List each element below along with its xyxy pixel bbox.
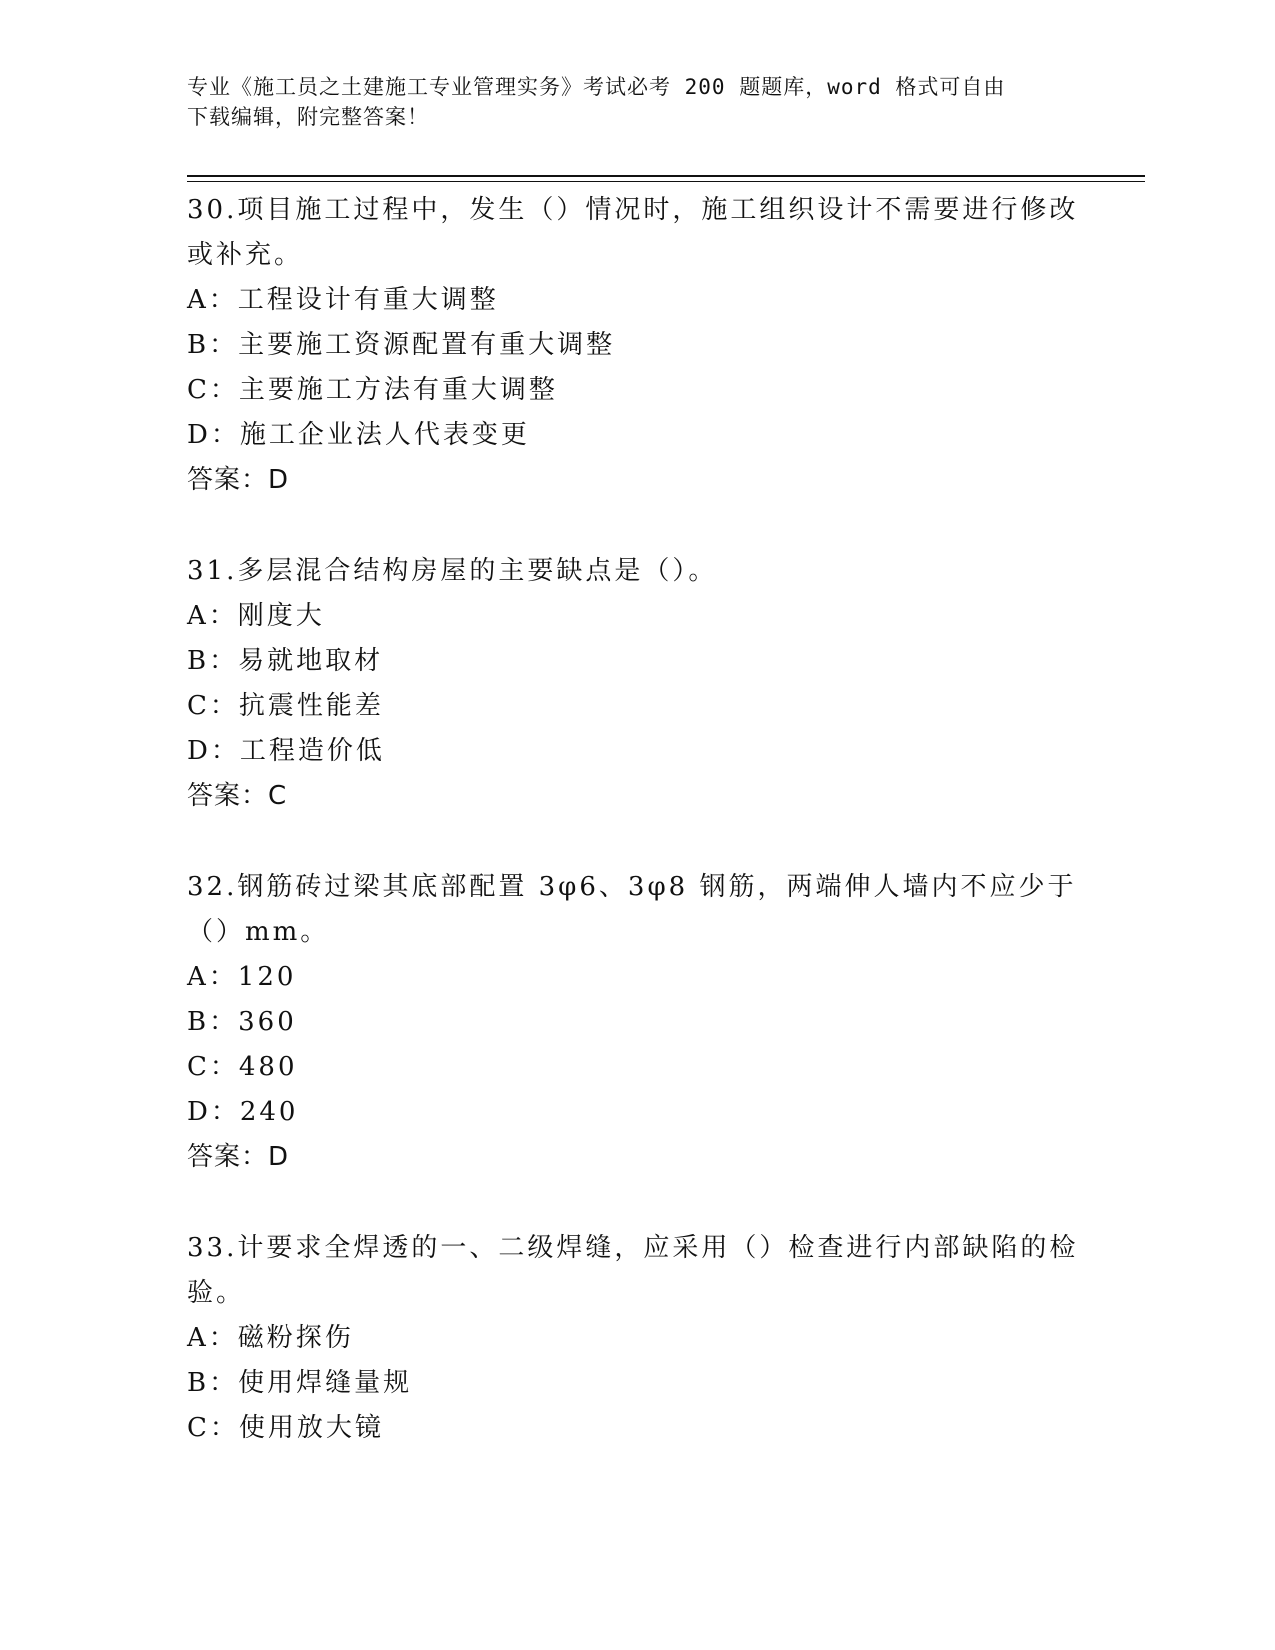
question-list bbox=[187, 188, 1087, 1497]
option-c: C：使用放大镜 bbox=[187, 1413, 384, 1443]
option-b: B：易就地取材 bbox=[187, 646, 384, 676]
option-c: C：抗震性能差 bbox=[187, 691, 384, 721]
option-d: D：工程造价低 bbox=[187, 736, 385, 766]
question-33 bbox=[187, 1226, 1087, 1451]
option-a: A：工程设计有重大调整 bbox=[187, 285, 499, 315]
header-divider-thin bbox=[187, 181, 1145, 182]
option-b: B：主要施工资源配置有重大调整 bbox=[187, 330, 616, 360]
question-stem-continued: 或补充。 bbox=[187, 240, 304, 270]
answer-line: 答案：D bbox=[187, 1142, 290, 1172]
header-divider-thick bbox=[187, 175, 1145, 177]
option-b: B：使用焊缝量规 bbox=[187, 1368, 413, 1398]
answer-line: 答案：D bbox=[187, 465, 290, 495]
answer-line: 答案：C bbox=[187, 781, 288, 811]
header-line-1: 专业《施工员之土建施工专业管理实务》考试必考 200 题题库，word 格式可自由 bbox=[187, 75, 1006, 99]
option-c: C：480 bbox=[187, 1052, 298, 1082]
question-stem: 33.计要求全焊透的一、二级焊缝，应采用（）检查进行内部缺陷的检 bbox=[187, 1233, 1079, 1263]
question-stem: 31.多层混合结构房屋的主要缺点是（）。 bbox=[187, 556, 718, 586]
question-31 bbox=[187, 549, 1087, 819]
document-header bbox=[187, 72, 1067, 132]
question-32 bbox=[187, 865, 1087, 1180]
option-a: A：磁粉探伤 bbox=[187, 1323, 354, 1353]
header-line-2: 下载编辑，附完整答案！ bbox=[187, 105, 429, 129]
question-stem: 32.钢筋砖过梁其底部配置 3φ6、3φ8 钢筋，两端伸人墙内不应少于 bbox=[187, 872, 1077, 902]
option-a: A：刚度大 bbox=[187, 601, 325, 631]
option-b: B：360 bbox=[187, 1007, 297, 1037]
question-stem-continued: （）mm。 bbox=[187, 917, 330, 947]
option-d: D：240 bbox=[187, 1097, 299, 1127]
option-d: D：施工企业法人代表变更 bbox=[187, 420, 530, 450]
question-stem: 30.项目施工过程中，发生（）情况时，施工组织设计不需要进行修改 bbox=[187, 195, 1079, 225]
question-30 bbox=[187, 188, 1087, 503]
option-a: A：120 bbox=[187, 962, 297, 992]
question-stem-continued: 验。 bbox=[187, 1278, 246, 1308]
option-c: C：主要施工方法有重大调整 bbox=[187, 375, 558, 405]
